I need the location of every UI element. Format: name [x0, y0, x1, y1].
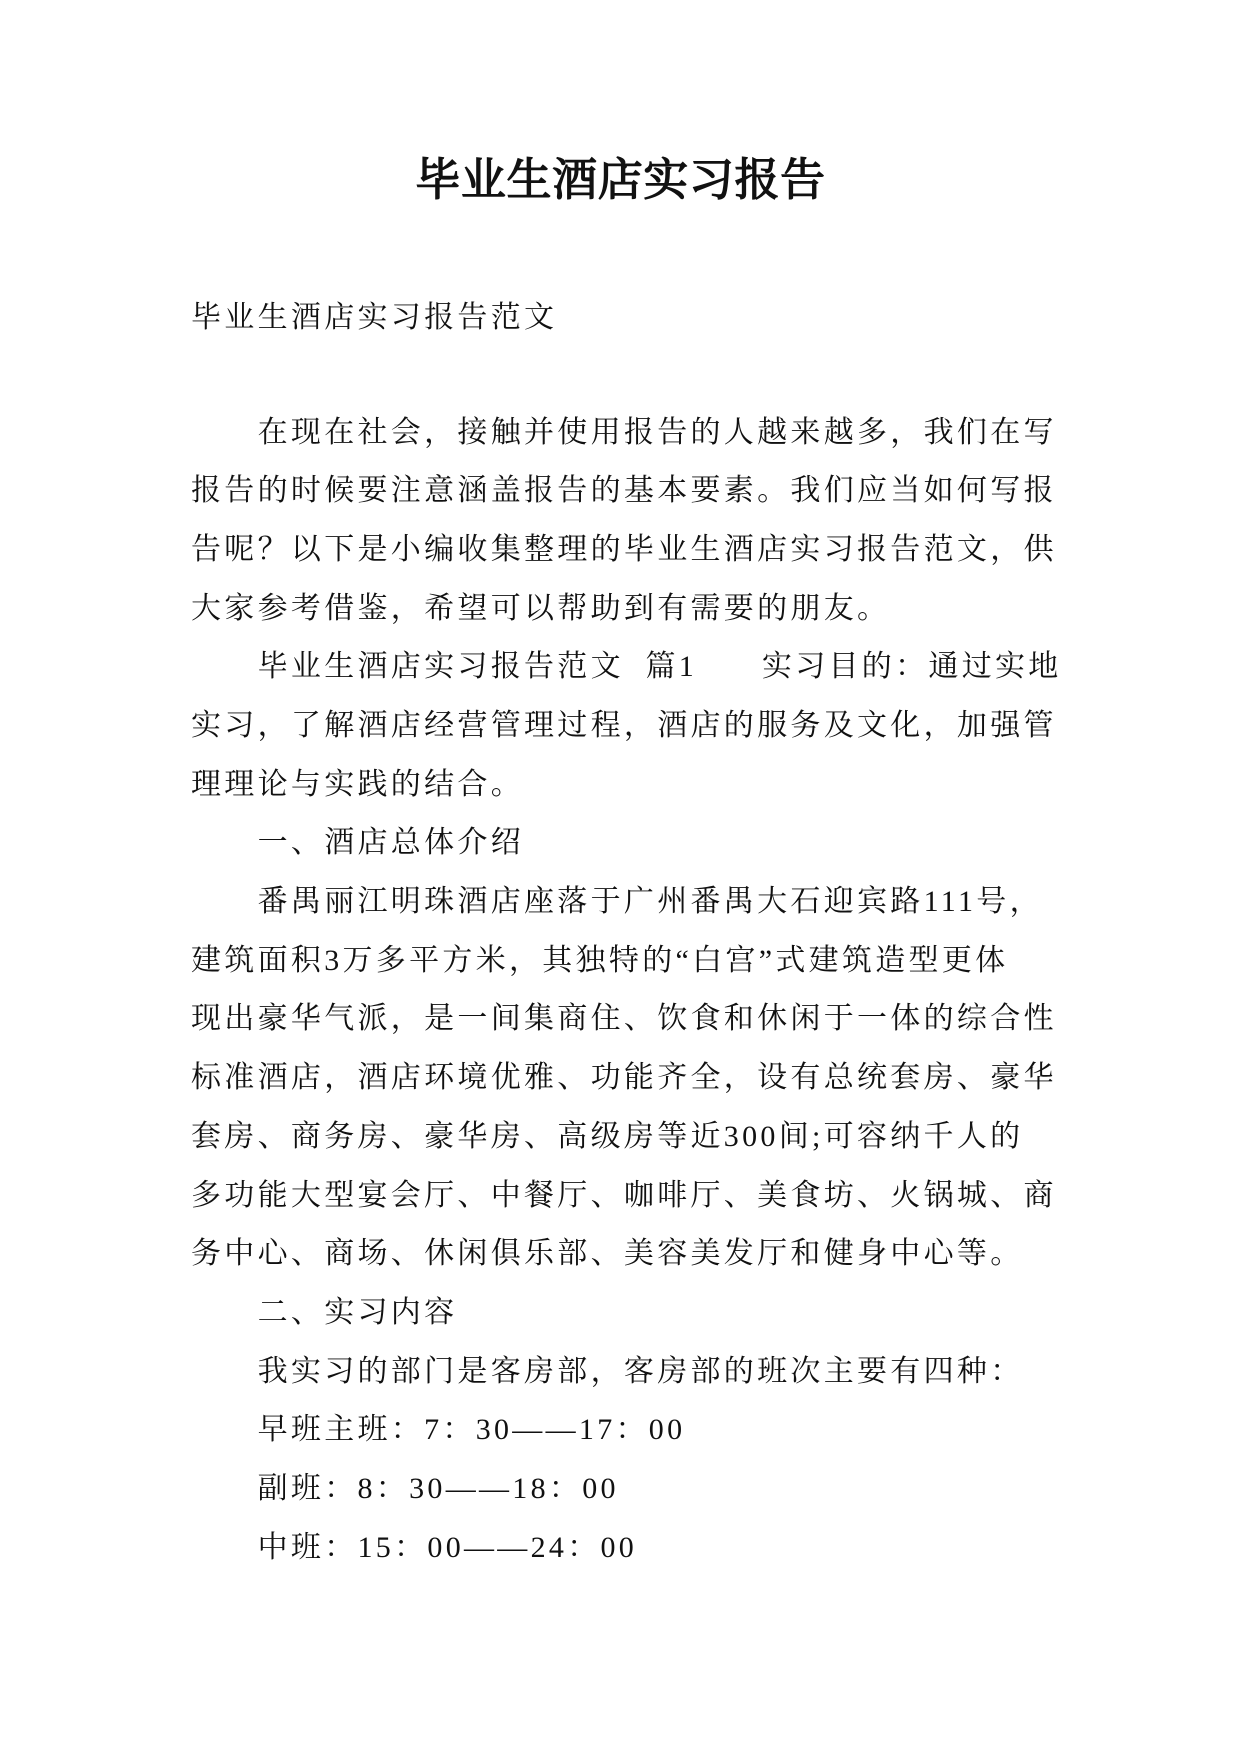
hotel-overview-paragraph — [191, 873, 1091, 1284]
paragraph-line: 大家参考借鉴，希望可以帮助到有需要的朋友。 — [191, 591, 891, 625]
paragraph-line: 我实习的部门是客房部，客房部的班次主要有四种： — [257, 1354, 1024, 1388]
internship-purpose-paragraph — [191, 638, 1091, 814]
paragraph-line: 理理论与实践的结合。 — [191, 767, 524, 801]
document-title: 毕业生酒店实习报告 — [415, 155, 826, 205]
paragraph-line: 务中心、商场、休闲俱乐部、美容美发厅和健身中心等。 — [191, 1237, 1024, 1271]
shift-secondary — [191, 1460, 1091, 1519]
section-heading-line: 二、实习内容 — [257, 1295, 458, 1329]
document-body — [191, 404, 1091, 1578]
paragraph-line: 多功能大型宴会厅、中餐厅、咖啡厅、美食坊、火锅城、商 — [191, 1178, 1057, 1212]
paragraph-line: 标准酒店，酒店环境优雅、功能齐全，设有总统套房、豪华 — [191, 1061, 1057, 1095]
section-heading-hotel-overview — [191, 814, 1091, 873]
shift-early — [191, 1401, 1091, 1460]
paragraph-line: 毕业生酒店实习报告范文 篇1 实习目的：通过实地 — [257, 650, 1062, 684]
department-paragraph — [191, 1343, 1091, 1402]
paragraph-line: 报告的时候要注意涵盖报告的基本要素。我们应当如何写报 — [191, 474, 1057, 508]
shift-middle — [191, 1519, 1091, 1578]
paragraph-line: 现出豪华气派，是一间集商住、饮食和休闲于一体的综合性 — [191, 1002, 1057, 1036]
shift-line: 副班：8：30——18：00 — [257, 1471, 619, 1505]
document-subtitle: 毕业生酒店实习报告范文 — [191, 301, 558, 334]
paragraph-line: 告呢？以下是小编收集整理的毕业生酒店实习报告范文，供 — [191, 532, 1057, 566]
paragraph-line: 番禺丽江明珠酒店座落于广州番禺大石迎宾路111号， — [257, 885, 1043, 919]
paragraph-line: 实习，了解酒店经营管理过程，酒店的服务及文化，加强管 — [191, 709, 1057, 743]
intro-paragraph — [191, 404, 1091, 639]
shift-line: 中班：15：00——24：00 — [257, 1530, 638, 1564]
paragraph-line: 在现在社会，接触并使用报告的人越来越多，我们在写 — [257, 415, 1057, 449]
section-heading-line: 一、酒店总体介绍 — [257, 826, 524, 860]
paragraph-line: 建筑面积3万多平方米，其独特的“白宫”式建筑造型更体 — [191, 943, 1009, 977]
shift-line: 早班主班：7：30——17：00 — [257, 1413, 686, 1447]
paragraph-line: 套房、商务房、豪华房、高级房等近300间;可容纳千人的 — [191, 1119, 1024, 1153]
section-heading-internship-content — [191, 1284, 1091, 1343]
